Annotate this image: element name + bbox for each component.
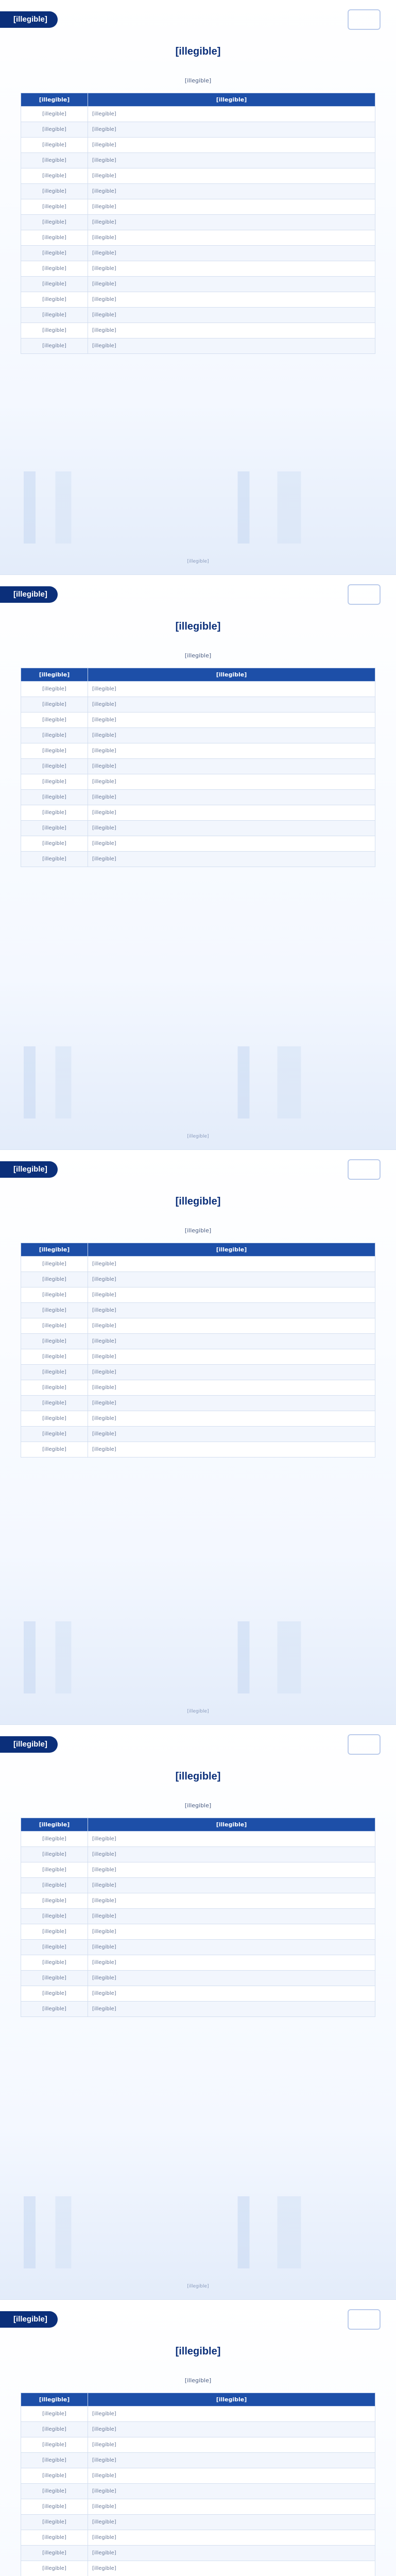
agenda-time: [illegible]: [21, 697, 88, 713]
panel-footer: [illegible]: [187, 1134, 209, 1139]
event-title: [illegible]: [175, 2346, 221, 2357]
table-row: [21, 743, 375, 759]
agenda-topic: [illegible]: [88, 2453, 375, 2468]
agenda-time: [illegible]: [21, 713, 88, 728]
agenda-topic: [illegible]: [88, 2422, 375, 2437]
agenda-time: [illegible]: [21, 1847, 88, 1862]
table-row: [21, 1349, 375, 1365]
table-row: [21, 805, 375, 821]
logo-icon: [348, 1734, 381, 1755]
agenda-topic: [illegible]: [88, 246, 375, 261]
agenda-topic: [illegible]: [88, 1411, 375, 1427]
table-row: [21, 184, 375, 199]
agenda-table: [21, 1818, 375, 2017]
table-row: [21, 1411, 375, 1427]
skyline-decoration: [0, 471, 396, 544]
agenda-time: [illegible]: [21, 338, 88, 354]
table-row: [21, 2437, 375, 2453]
logo-icon: [348, 2309, 381, 2330]
event-panel: [0, 575, 396, 1150]
agenda-topic: [illegible]: [88, 805, 375, 821]
event-meta: [illegible]: [184, 2377, 212, 2384]
agenda-header-time: [illegible]: [21, 1243, 88, 1257]
agenda-time: [illegible]: [21, 1365, 88, 1380]
table-row: [21, 2453, 375, 2468]
table-row: [21, 790, 375, 805]
agenda-time: [illegible]: [21, 138, 88, 153]
logo-icon: [348, 584, 381, 605]
agenda-topic: [illegible]: [88, 1832, 375, 1847]
agenda-time: [illegible]: [21, 215, 88, 230]
agenda-time: [illegible]: [21, 790, 88, 805]
agenda-time: [illegible]: [21, 1272, 88, 1287]
agenda-time: [illegible]: [21, 682, 88, 697]
event-title: [illegible]: [175, 1196, 221, 1207]
table-row: [21, 308, 375, 323]
table-row: [21, 215, 375, 230]
agenda-time: [illegible]: [21, 1878, 88, 1893]
agenda-body: [21, 2406, 375, 2576]
agenda-topic: [illegible]: [88, 1847, 375, 1862]
agenda-topic: [illegible]: [88, 2437, 375, 2453]
table-row: [21, 1334, 375, 1349]
agenda-topic: [illegible]: [88, 1878, 375, 1893]
agenda-topic: [illegible]: [88, 1893, 375, 1909]
agenda-time: [illegible]: [21, 1909, 88, 1924]
table-row: [21, 168, 375, 184]
table-row: [21, 230, 375, 246]
agenda-topic: [illegible]: [88, 292, 375, 308]
table-row: [21, 199, 375, 215]
table-row: [21, 2561, 375, 2576]
agenda-topic: [illegible]: [88, 1303, 375, 1318]
agenda-time: [illegible]: [21, 199, 88, 215]
agenda-topic: [illegible]: [88, 821, 375, 836]
skyline-decoration: [0, 1046, 396, 1118]
table-row: [21, 261, 375, 277]
agenda-table: [21, 93, 375, 354]
agenda-topic: [illegible]: [88, 2561, 375, 2576]
skyline-decoration: [0, 2196, 396, 2268]
table-row: [21, 2499, 375, 2515]
agenda-topic: [illegible]: [88, 323, 375, 338]
event-title: [illegible]: [175, 621, 221, 632]
agenda-topic: [illegible]: [88, 1365, 375, 1380]
agenda-time: [illegible]: [21, 2484, 88, 2499]
section-tag: [illegible]: [0, 11, 58, 28]
agenda-topic: [illegible]: [88, 1924, 375, 1940]
agenda-time: [illegible]: [21, 107, 88, 122]
table-row: [21, 759, 375, 774]
agenda-time: [illegible]: [21, 2515, 88, 2530]
section-tag: [illegible]: [0, 1161, 58, 1178]
agenda-topic: [illegible]: [88, 1909, 375, 1924]
agenda-topic: [illegible]: [88, 713, 375, 728]
agenda-time: [illegible]: [21, 2499, 88, 2515]
agenda-topic: [illegible]: [88, 1940, 375, 1955]
agenda-time: [illegible]: [21, 168, 88, 184]
agenda-topic: [illegible]: [88, 138, 375, 153]
agenda-time: [illegible]: [21, 1924, 88, 1940]
event-panel: [0, 1725, 396, 2300]
agenda-time: [illegible]: [21, 1442, 88, 1458]
table-row: [21, 682, 375, 697]
event-panel: [0, 1150, 396, 1725]
agenda-time: [illegible]: [21, 261, 88, 277]
table-row: [21, 1365, 375, 1380]
agenda-time: [illegible]: [21, 821, 88, 836]
agenda-header-row: [21, 1818, 375, 1832]
table-row: [21, 138, 375, 153]
table-row: [21, 338, 375, 354]
agenda-topic: [illegible]: [88, 759, 375, 774]
agenda-topic: [illegible]: [88, 261, 375, 277]
table-row: [21, 821, 375, 836]
agenda-topic: [illegible]: [88, 774, 375, 790]
table-row: [21, 277, 375, 292]
agenda-time: [illegible]: [21, 2561, 88, 2576]
event-panel: [0, 2300, 396, 2576]
agenda-time: [illegible]: [21, 728, 88, 743]
agenda-time: [illegible]: [21, 2530, 88, 2546]
agenda-body: [21, 1832, 375, 2017]
agenda-topic: [illegible]: [88, 852, 375, 867]
agenda-time: [illegible]: [21, 1334, 88, 1349]
agenda-topic: [illegible]: [88, 308, 375, 323]
agenda-time: [illegible]: [21, 1349, 88, 1365]
agenda-time: [illegible]: [21, 246, 88, 261]
agenda-time: [illegible]: [21, 122, 88, 138]
agenda-header-time: [illegible]: [21, 1818, 88, 1832]
agenda-time: [illegible]: [21, 292, 88, 308]
table-row: [21, 1924, 375, 1940]
agenda-time: [illegible]: [21, 1832, 88, 1847]
table-row: [21, 1878, 375, 1893]
agenda-topic: [illegible]: [88, 790, 375, 805]
agenda-topic: [illegible]: [88, 2406, 375, 2422]
agenda-header: [21, 668, 375, 682]
agenda-time: [illegible]: [21, 774, 88, 790]
agenda-time: [illegible]: [21, 805, 88, 821]
agenda-topic: [illegible]: [88, 2546, 375, 2561]
agenda-time: [illegible]: [21, 2422, 88, 2437]
agenda-time: [illegible]: [21, 1940, 88, 1955]
table-row: [21, 2484, 375, 2499]
agenda-time: [illegible]: [21, 743, 88, 759]
table-row: [21, 1272, 375, 1287]
table-row: [21, 1862, 375, 1878]
agenda-time: [illegible]: [21, 1862, 88, 1878]
event-meta: [illegible]: [184, 77, 212, 84]
section-tag: [illegible]: [0, 1736, 58, 1753]
agenda-time: [illegible]: [21, 759, 88, 774]
agenda-time: [illegible]: [21, 184, 88, 199]
agenda-topic: [illegible]: [88, 1442, 375, 1458]
table-row: [21, 2422, 375, 2437]
agenda-topic: [illegible]: [88, 184, 375, 199]
agenda-table: [21, 668, 375, 867]
table-row: [21, 1940, 375, 1955]
agenda-topic: [illegible]: [88, 122, 375, 138]
event-meta: [illegible]: [184, 1227, 212, 1234]
agenda-time: [illegible]: [21, 2453, 88, 2468]
event-panel: [0, 0, 396, 575]
agenda-time: [illegible]: [21, 153, 88, 168]
panel-footer: [illegible]: [187, 2284, 209, 2289]
agenda-topic: [illegible]: [88, 153, 375, 168]
agenda-time: [illegible]: [21, 836, 88, 852]
agenda-time: [illegible]: [21, 2437, 88, 2453]
table-row: [21, 852, 375, 867]
table-row: [21, 2002, 375, 2017]
table-row: [21, 1847, 375, 1862]
agenda-topic: [illegible]: [88, 107, 375, 122]
table-row: [21, 2530, 375, 2546]
agenda-topic: [illegible]: [88, 2484, 375, 2499]
agenda-time: [illegible]: [21, 1380, 88, 1396]
agenda-time: [illegible]: [21, 2546, 88, 2561]
agenda-topic: [illegible]: [88, 2530, 375, 2546]
agenda-time: [illegible]: [21, 308, 88, 323]
agenda-topic: [illegible]: [88, 1349, 375, 1365]
agenda-topic: [illegible]: [88, 1380, 375, 1396]
agenda-topic: [illegible]: [88, 1287, 375, 1303]
agenda-time: [illegible]: [21, 1893, 88, 1909]
table-row: [21, 1287, 375, 1303]
panel-footer: [illegible]: [187, 1709, 209, 1714]
agenda-time: [illegible]: [21, 1955, 88, 1971]
agenda-topic: [illegible]: [88, 682, 375, 697]
table-row: [21, 292, 375, 308]
agenda-time: [illegible]: [21, 1303, 88, 1318]
event-title: [illegible]: [175, 46, 221, 57]
agenda-time: [illegible]: [21, 1318, 88, 1334]
agenda-time: [illegible]: [21, 1411, 88, 1427]
table-row: [21, 2468, 375, 2484]
agenda-topic: [illegible]: [88, 1318, 375, 1334]
agenda-time: [illegible]: [21, 2002, 88, 2017]
table-row: [21, 697, 375, 713]
agenda-topic: [illegible]: [88, 215, 375, 230]
table-row: [21, 1427, 375, 1442]
agenda-time: [illegible]: [21, 277, 88, 292]
panel-footer: [illegible]: [187, 559, 209, 564]
table-row: [21, 246, 375, 261]
agenda-body: [21, 107, 375, 354]
event-meta: [illegible]: [184, 652, 212, 659]
table-row: [21, 2546, 375, 2561]
agenda-header-time: [illegible]: [21, 93, 88, 107]
table-row: [21, 153, 375, 168]
agenda-header-topic: [illegible]: [88, 1818, 375, 1832]
event-title: [illegible]: [175, 1771, 221, 1782]
table-row: [21, 1893, 375, 1909]
agenda-topic: [illegible]: [88, 1272, 375, 1287]
table-row: [21, 774, 375, 790]
table-row: [21, 713, 375, 728]
table-row: [21, 1986, 375, 2002]
agenda-topic: [illegible]: [88, 1955, 375, 1971]
agenda-topic: [illegible]: [88, 743, 375, 759]
agenda-time: [illegible]: [21, 2468, 88, 2484]
section-tag: [illegible]: [0, 2311, 58, 2328]
agenda-topic: [illegible]: [88, 836, 375, 852]
agenda-header-topic: [illegible]: [88, 2393, 375, 2406]
table-row: [21, 2406, 375, 2422]
agenda-time: [illegible]: [21, 852, 88, 867]
agenda-time: [illegible]: [21, 1287, 88, 1303]
agenda-topic: [illegible]: [88, 277, 375, 292]
agenda-time: [illegible]: [21, 323, 88, 338]
agenda-time: [illegible]: [21, 1257, 88, 1272]
agenda-header-topic: [illegible]: [88, 668, 375, 682]
agenda-header-topic: [illegible]: [88, 1243, 375, 1257]
agenda-time: [illegible]: [21, 2406, 88, 2422]
section-tag: [illegible]: [0, 586, 58, 603]
table-row: [21, 1303, 375, 1318]
agenda-header: [21, 2393, 375, 2406]
agenda-topic: [illegible]: [88, 2468, 375, 2484]
agenda-topic: [illegible]: [88, 338, 375, 354]
table-row: [21, 1442, 375, 1458]
table-row: [21, 1832, 375, 1847]
agenda-header: [21, 1243, 375, 1257]
agenda-time: [illegible]: [21, 1427, 88, 1442]
agenda-header-topic: [illegible]: [88, 93, 375, 107]
agenda-topic: [illegible]: [88, 1971, 375, 1986]
table-row: [21, 107, 375, 122]
logo-icon: [348, 9, 381, 30]
logo-icon: [348, 1159, 381, 1180]
table-row: [21, 836, 375, 852]
table-row: [21, 1396, 375, 1411]
agenda-topic: [illegible]: [88, 2002, 375, 2017]
agenda-header-row: [21, 2393, 375, 2406]
agenda-topic: [illegible]: [88, 1257, 375, 1272]
agenda-table: [21, 2393, 375, 2576]
agenda-topic: [illegible]: [88, 1396, 375, 1411]
agenda-topic: [illegible]: [88, 1334, 375, 1349]
agenda-header-time: [illegible]: [21, 2393, 88, 2406]
table-row: [21, 1971, 375, 1986]
agenda-topic: [illegible]: [88, 1986, 375, 2002]
agenda-topic: [illegible]: [88, 1427, 375, 1442]
table-row: [21, 1955, 375, 1971]
agenda-topic: [illegible]: [88, 2499, 375, 2515]
agenda-header: [21, 1818, 375, 1832]
agenda-topic: [illegible]: [88, 728, 375, 743]
agenda-topic: [illegible]: [88, 697, 375, 713]
agenda-header-time: [illegible]: [21, 668, 88, 682]
agenda-header-row: [21, 1243, 375, 1257]
agenda-topic: [illegible]: [88, 2515, 375, 2530]
event-meta: [illegible]: [184, 1802, 212, 1809]
table-row: [21, 1318, 375, 1334]
agenda-time: [illegible]: [21, 1986, 88, 2002]
table-row: [21, 1909, 375, 1924]
agenda-table: [21, 1243, 375, 1458]
table-row: [21, 2515, 375, 2530]
table-row: [21, 1380, 375, 1396]
table-row: [21, 1257, 375, 1272]
agenda-time: [illegible]: [21, 1396, 88, 1411]
agenda-body: [21, 1257, 375, 1458]
table-row: [21, 728, 375, 743]
agenda-time: [illegible]: [21, 1971, 88, 1986]
agenda-time: [illegible]: [21, 230, 88, 246]
agenda-header-row: [21, 668, 375, 682]
skyline-decoration: [0, 1621, 396, 1693]
agenda-topic: [illegible]: [88, 1862, 375, 1878]
table-row: [21, 323, 375, 338]
agenda-topic: [illegible]: [88, 199, 375, 215]
agenda-topic: [illegible]: [88, 168, 375, 184]
agenda-header-row: [21, 93, 375, 107]
agenda-header: [21, 93, 375, 107]
agenda-topic: [illegible]: [88, 230, 375, 246]
table-row: [21, 122, 375, 138]
agenda-body: [21, 682, 375, 867]
